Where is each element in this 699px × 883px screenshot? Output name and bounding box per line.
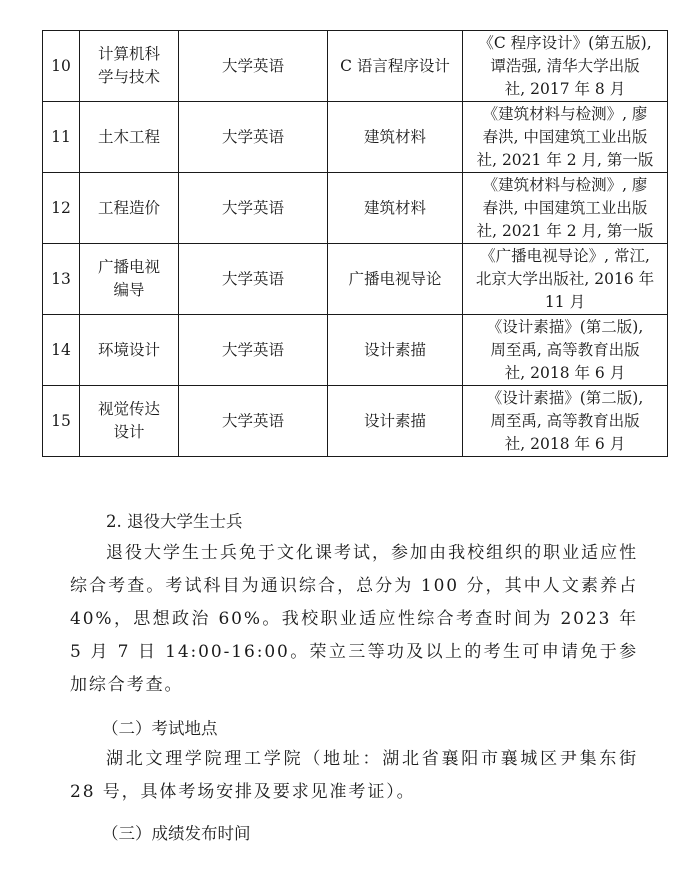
subject1-cell: 大学英语 — [179, 386, 328, 457]
veterans-paragraph: 退役大学生士兵免于文化课考试，参加由我校组织的职业适应性综合考查。考试科目为通识综合，总分为 100 分，其中人文素养占 40%，思想政治 60%。我校职业适应性综合考查时间为 2023 年 5 月 7 日 14:00-16:00。荣立三等功及以上的考生可申请免于参加综合考查。 — [70, 543, 638, 695]
table-row — [43, 31, 668, 102]
major-cell — [80, 386, 179, 457]
exam-subjects-table — [42, 30, 668, 457]
row-number-cell: 15 — [43, 386, 80, 457]
section-heading-results-time: （三）成绩发布时间 — [102, 824, 251, 843]
subject1-cell: 大学英语 — [179, 102, 328, 173]
subject1-cell: 大学英语 — [179, 173, 328, 244]
textbook-line: 《建筑材料与检测》, 廖 — [482, 104, 648, 123]
subject2-cell: 设计素描 — [328, 386, 463, 457]
row-number-cell: 11 — [43, 102, 80, 173]
row-number-cell: 10 — [43, 31, 80, 102]
row-number-cell: 12 — [43, 173, 80, 244]
textbook-line: 《设计素描》(第二版), — [486, 317, 644, 336]
table-row — [43, 386, 668, 457]
textbook-line: 社, 2018 年 6 月 — [504, 363, 626, 382]
textbook-line: 春洪, 中国建筑工业出版 — [482, 127, 648, 146]
major-line: 土木工程 — [97, 127, 160, 146]
textbook-line: 《设计素描》(第二版), — [486, 388, 644, 407]
major-line: 视觉传达 — [97, 400, 160, 418]
textbook-cell — [463, 386, 668, 457]
subject1-cell: 大学英语 — [179, 315, 328, 386]
textbook-cell — [463, 173, 668, 244]
major-line: 设计 — [113, 423, 145, 441]
section-heading-veterans: 2. 退役大学生士兵 — [106, 512, 243, 531]
textbook-line: 周至禹, 高等教育出版 — [490, 411, 640, 430]
textbook-line: 社, 2017 年 8 月 — [504, 79, 626, 98]
textbook-line: 《C 程序设计》(第五版), — [478, 33, 652, 52]
major-line: 计算机科 — [97, 45, 160, 63]
major-line: 学与技术 — [97, 68, 160, 86]
major-line: 广播电视 — [97, 258, 160, 276]
subject2-cell: 建筑材料 — [328, 173, 463, 244]
section-heading-exam-location: （二）考试地点 — [102, 719, 218, 738]
major-line: 编导 — [113, 281, 145, 299]
major-line: 工程造价 — [97, 198, 160, 217]
textbook-cell — [463, 31, 668, 102]
row-number-cell: 13 — [43, 244, 80, 315]
table-row — [43, 102, 668, 173]
textbook-line: 社, 2018 年 6 月 — [504, 434, 626, 453]
textbook-line: 《广播电视导论》, 常江, — [480, 246, 650, 265]
subject2-cell: 广播电视导论 — [328, 244, 463, 315]
textbook-line: 社, 2021 年 2 月, 第一版 — [476, 221, 654, 240]
table-row — [43, 244, 668, 315]
table-row — [43, 315, 668, 386]
textbook-line: 11 月 — [544, 292, 586, 311]
major-cell — [80, 102, 179, 173]
subject2-cell: 建筑材料 — [328, 102, 463, 173]
textbook-cell — [463, 244, 668, 315]
textbook-line: 谭浩强, 清华大学出版 — [490, 56, 640, 75]
major-line: 环境设计 — [97, 340, 160, 359]
major-cell — [80, 315, 179, 386]
major-cell — [80, 31, 179, 102]
subject2-cell: C 语言程序设计 — [328, 31, 463, 102]
row-number-cell: 14 — [43, 315, 80, 386]
major-cell — [80, 244, 179, 315]
textbook-line: 春洪, 中国建筑工业出版 — [482, 198, 648, 217]
subject2-cell: 设计素描 — [328, 315, 463, 386]
table-row — [43, 173, 668, 244]
textbook-line: 社, 2021 年 2 月, 第一版 — [476, 150, 654, 169]
subject1-cell: 大学英语 — [179, 244, 328, 315]
textbook-cell — [463, 315, 668, 386]
subject1-cell: 大学英语 — [179, 31, 328, 102]
major-cell — [80, 173, 179, 244]
textbook-line: 周至禹, 高等教育出版 — [490, 340, 640, 359]
textbook-cell — [463, 102, 668, 173]
textbook-line: 《建筑材料与检测》, 廖 — [482, 175, 648, 194]
exam-location-paragraph: 湖北文理学院理工学院（地址：湖北省襄阳市襄城区尹集东街 28 号，具体考场安排及要求见准考证）。 — [70, 749, 638, 802]
textbook-line: 北京大学出版社, 2016 年 — [475, 269, 655, 288]
